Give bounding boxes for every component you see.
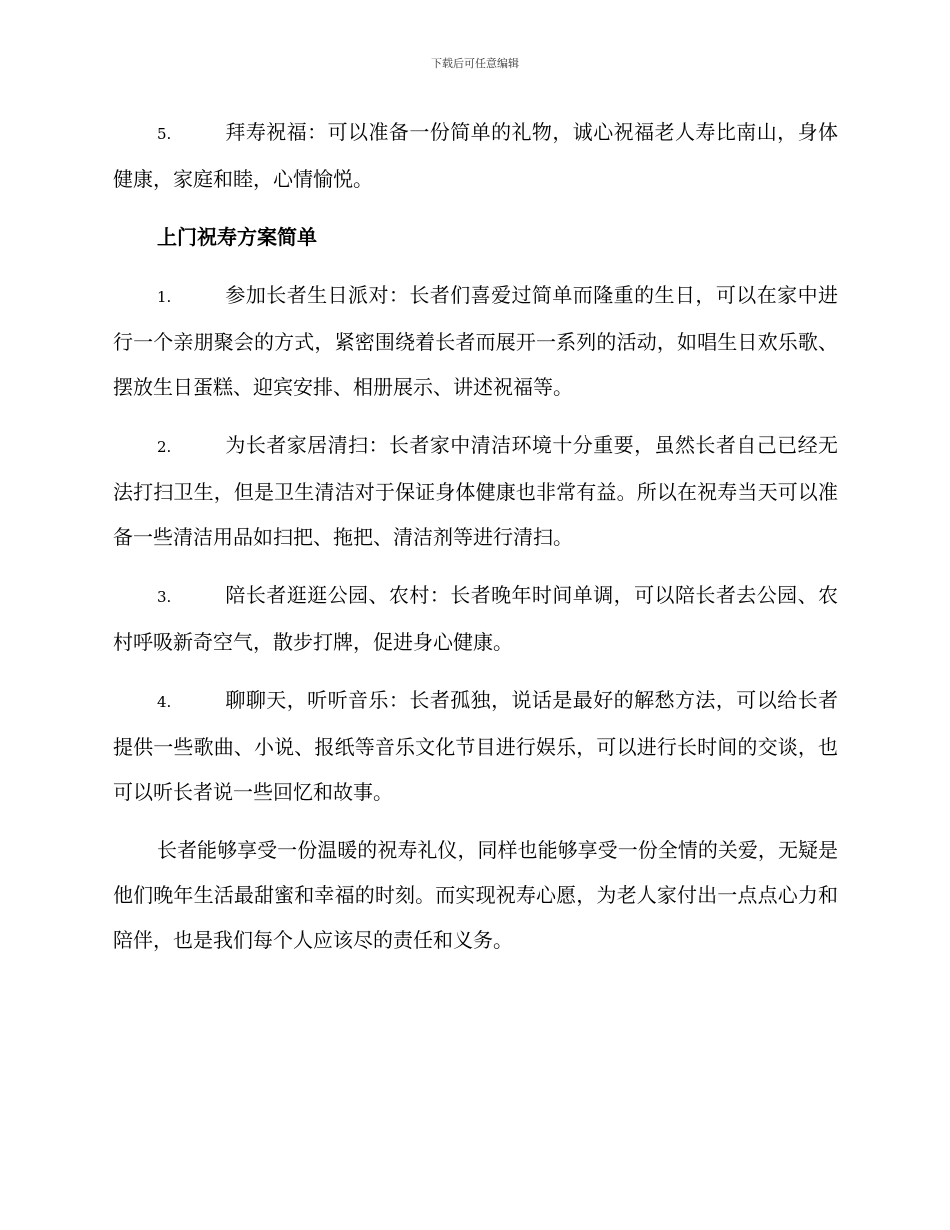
- section-heading: 上门祝寿方案简单: [157, 225, 317, 249]
- list-item: [113, 678, 838, 815]
- list-item: [113, 573, 838, 665]
- item-number: 5.: [157, 125, 172, 143]
- item-text: 聊聊天，听听音乐：长者孤独，说话是最好的解愁方法，可以给长者提供一些歌曲、小说、报纸等音乐文化节目进行娱乐，可以进行长时间的交谈，也可以听长者说一些回忆和故事。: [113, 688, 838, 804]
- item-number: 1.: [157, 288, 172, 306]
- item-text: 拜寿祝福：可以准备一份简单的礼物，诚心祝福老人寿比南山，身体健康，家庭和睦，心情愉悦。: [113, 120, 838, 191]
- item-text: 为长者家居清扫：长者家中清洁环境十分重要，虽然长者自己已经无法打扫卫生，但是卫生清洁对于保证身体健康也非常有益。所以在祝寿当天可以准备一些清洁用品如扫把、拖把、清洁剂等进行清扫。: [113, 433, 838, 549]
- item-number: 2.: [157, 438, 172, 456]
- item-number: 3.: [157, 588, 172, 606]
- header-note: 下载后可任意编辑: [431, 57, 519, 70]
- item-number: 4.: [157, 693, 172, 711]
- closing-paragraph: 长者能够享受一份温暖的祝寿礼仪，同样也能够享受一份全情的关爱，无疑是他们晚年生活最甜蜜和幸福的时刻。而实现祝寿心愿，为老人家付出一点点心力和陪伴，也是我们每个人应该尽的责任和义务。: [113, 838, 838, 952]
- list-item: [113, 110, 838, 202]
- item-text: 参加长者生日派对：长者们喜爱过简单而隆重的生日，可以在家中进行一个亲朋聚会的方式，紧密围绕着长者而展开一系列的活动，如唱生日欢乐歌、摆放生日蛋糕、迎宾安排、相册展示、讲述祝福等。: [113, 283, 838, 399]
- document-body: [113, 110, 838, 976]
- list-item: [113, 273, 838, 410]
- item-text: 陪长者逛逛公园、农村：长者晚年时间单调，可以陪长者去公园、农村呼吸新奇空气，散步打牌，促进身心健康。: [113, 583, 838, 654]
- list-item: [113, 423, 838, 560]
